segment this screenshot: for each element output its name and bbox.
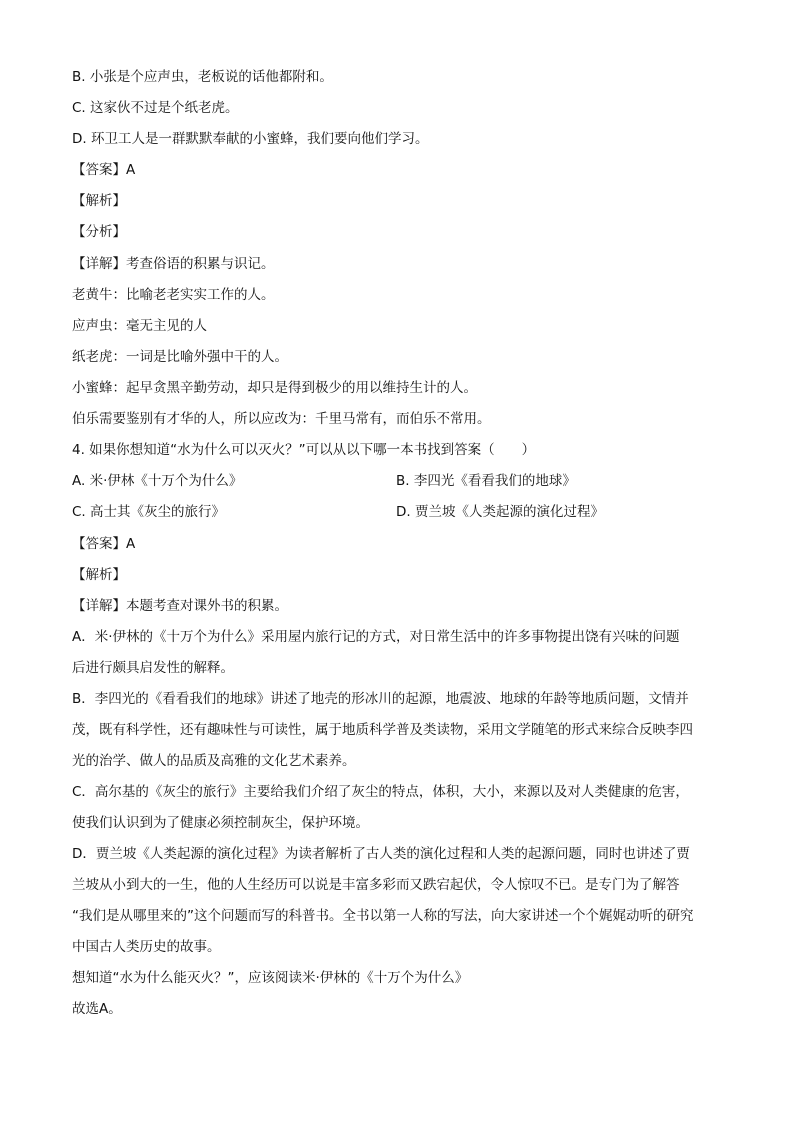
q3-option-b: B. 小张是个应声虫，老板说的话他都附和。: [72, 69, 333, 85]
q3-note: 老黄牛：比喻老老实实工作的人。: [72, 287, 275, 303]
q3-option-c: C. 这家伙不过是个纸老虎。: [72, 100, 239, 116]
q4-conclusion: 故选A。: [72, 1001, 122, 1017]
q3-analysis-label: 【解析】: [72, 193, 126, 209]
q4-option-a: A. 米·伊林《十万个为什么》: [72, 473, 243, 489]
q3-detail: 【详解】考查俗语的积累与识记。: [72, 256, 275, 272]
q4-option-d: D. 贾兰坡《人类起源的演化过程》: [396, 504, 604, 520]
q4-explanation-line: D．贾兰坡《人类起源的演化过程》为读者解析了古人类的演化过程和人类的起源问题，同时也讲述了贾: [72, 846, 690, 862]
q4-answer: 【答案】A: [72, 536, 136, 552]
q4-question: 4. 如果你想知道“水为什么可以灭火？”可以从以下哪一本书找到答案（ ）: [72, 442, 536, 458]
q4-explanation-line: B．李四光的《看看我们的地球》讲述了地壳的形冰川的起源，地震波、地球的年龄等地质问题，文情并: [72, 691, 689, 707]
q4-explanation-line: 想知道“水为什么能灭火？”，应该阅读米·伊林的《十万个为什么》: [72, 970, 469, 986]
q3-note: 应声虫：毫无主见的人: [72, 318, 207, 334]
q4-analysis-label: 【解析】: [72, 567, 126, 583]
q4-explanation-line: 后进行颇具启发性的解释。: [72, 660, 234, 676]
q3-option-d: D. 环卫工人是一群默默奉献的小蜜蜂，我们要向他们学习。: [72, 131, 429, 147]
q3-note: 小蜜蜂：起早贪黑辛勤劳动，却只是得到极少的用以维持生计的人。: [72, 380, 477, 396]
q4-detail: 【详解】本题考查对课外书的积累。: [72, 598, 288, 614]
q4-explanation-line: C．高尔基的《灰尘的旅行》主要给我们介绍了灰尘的特点，体积，大小，来源以及对人类健康的危害，: [72, 784, 689, 800]
q4-explanation-line: A．米·伊林的《十万个为什么》采用屋内旅行记的方式，对日常生活中的许多事物提出饶有兴味的问题: [72, 629, 680, 645]
q4-explanation-line: 中国古人类历史的故事。: [72, 939, 221, 955]
q3-answer: 【答案】A: [72, 162, 136, 178]
q4-explanation-line: 使我们认识到为了健康必须控制灰尘，保护环境。: [72, 815, 369, 831]
q4-option-c: C. 高士其《灰尘的旅行》: [72, 504, 226, 520]
q4-explanation-line: “我们是从哪里来的”这个问题而写的科普书。全书以第一人称的写法，向大家讲述一个个娓娓动听的研究: [72, 908, 694, 924]
q4-explanation-line: 光的治学、做人的品质及高雅的文化艺术素养。: [72, 753, 356, 769]
q3-note: 伯乐需要鉴别有才华的人，所以应改为：千里马常有，而伯乐不常用。: [72, 411, 491, 427]
q4-option-b: B. 李四光《看看我们的地球》: [396, 473, 576, 489]
q4-explanation-line: 茂，既有科学性，还有趣味性与可读性，属于地质科学普及类读物，采用文学随笔的形式来综合反映李四: [72, 722, 693, 738]
q3-note: 纸老虎：一词是比喻外强中干的人。: [72, 349, 288, 365]
q3-fenxi-label: 【分析】: [72, 224, 126, 240]
q4-explanation-line: 兰坡从小到大的一生，他的人生经历可以说是丰富多彩而又跌宕起伏，令人惊叹不已。是专门为了解答: [72, 877, 680, 893]
